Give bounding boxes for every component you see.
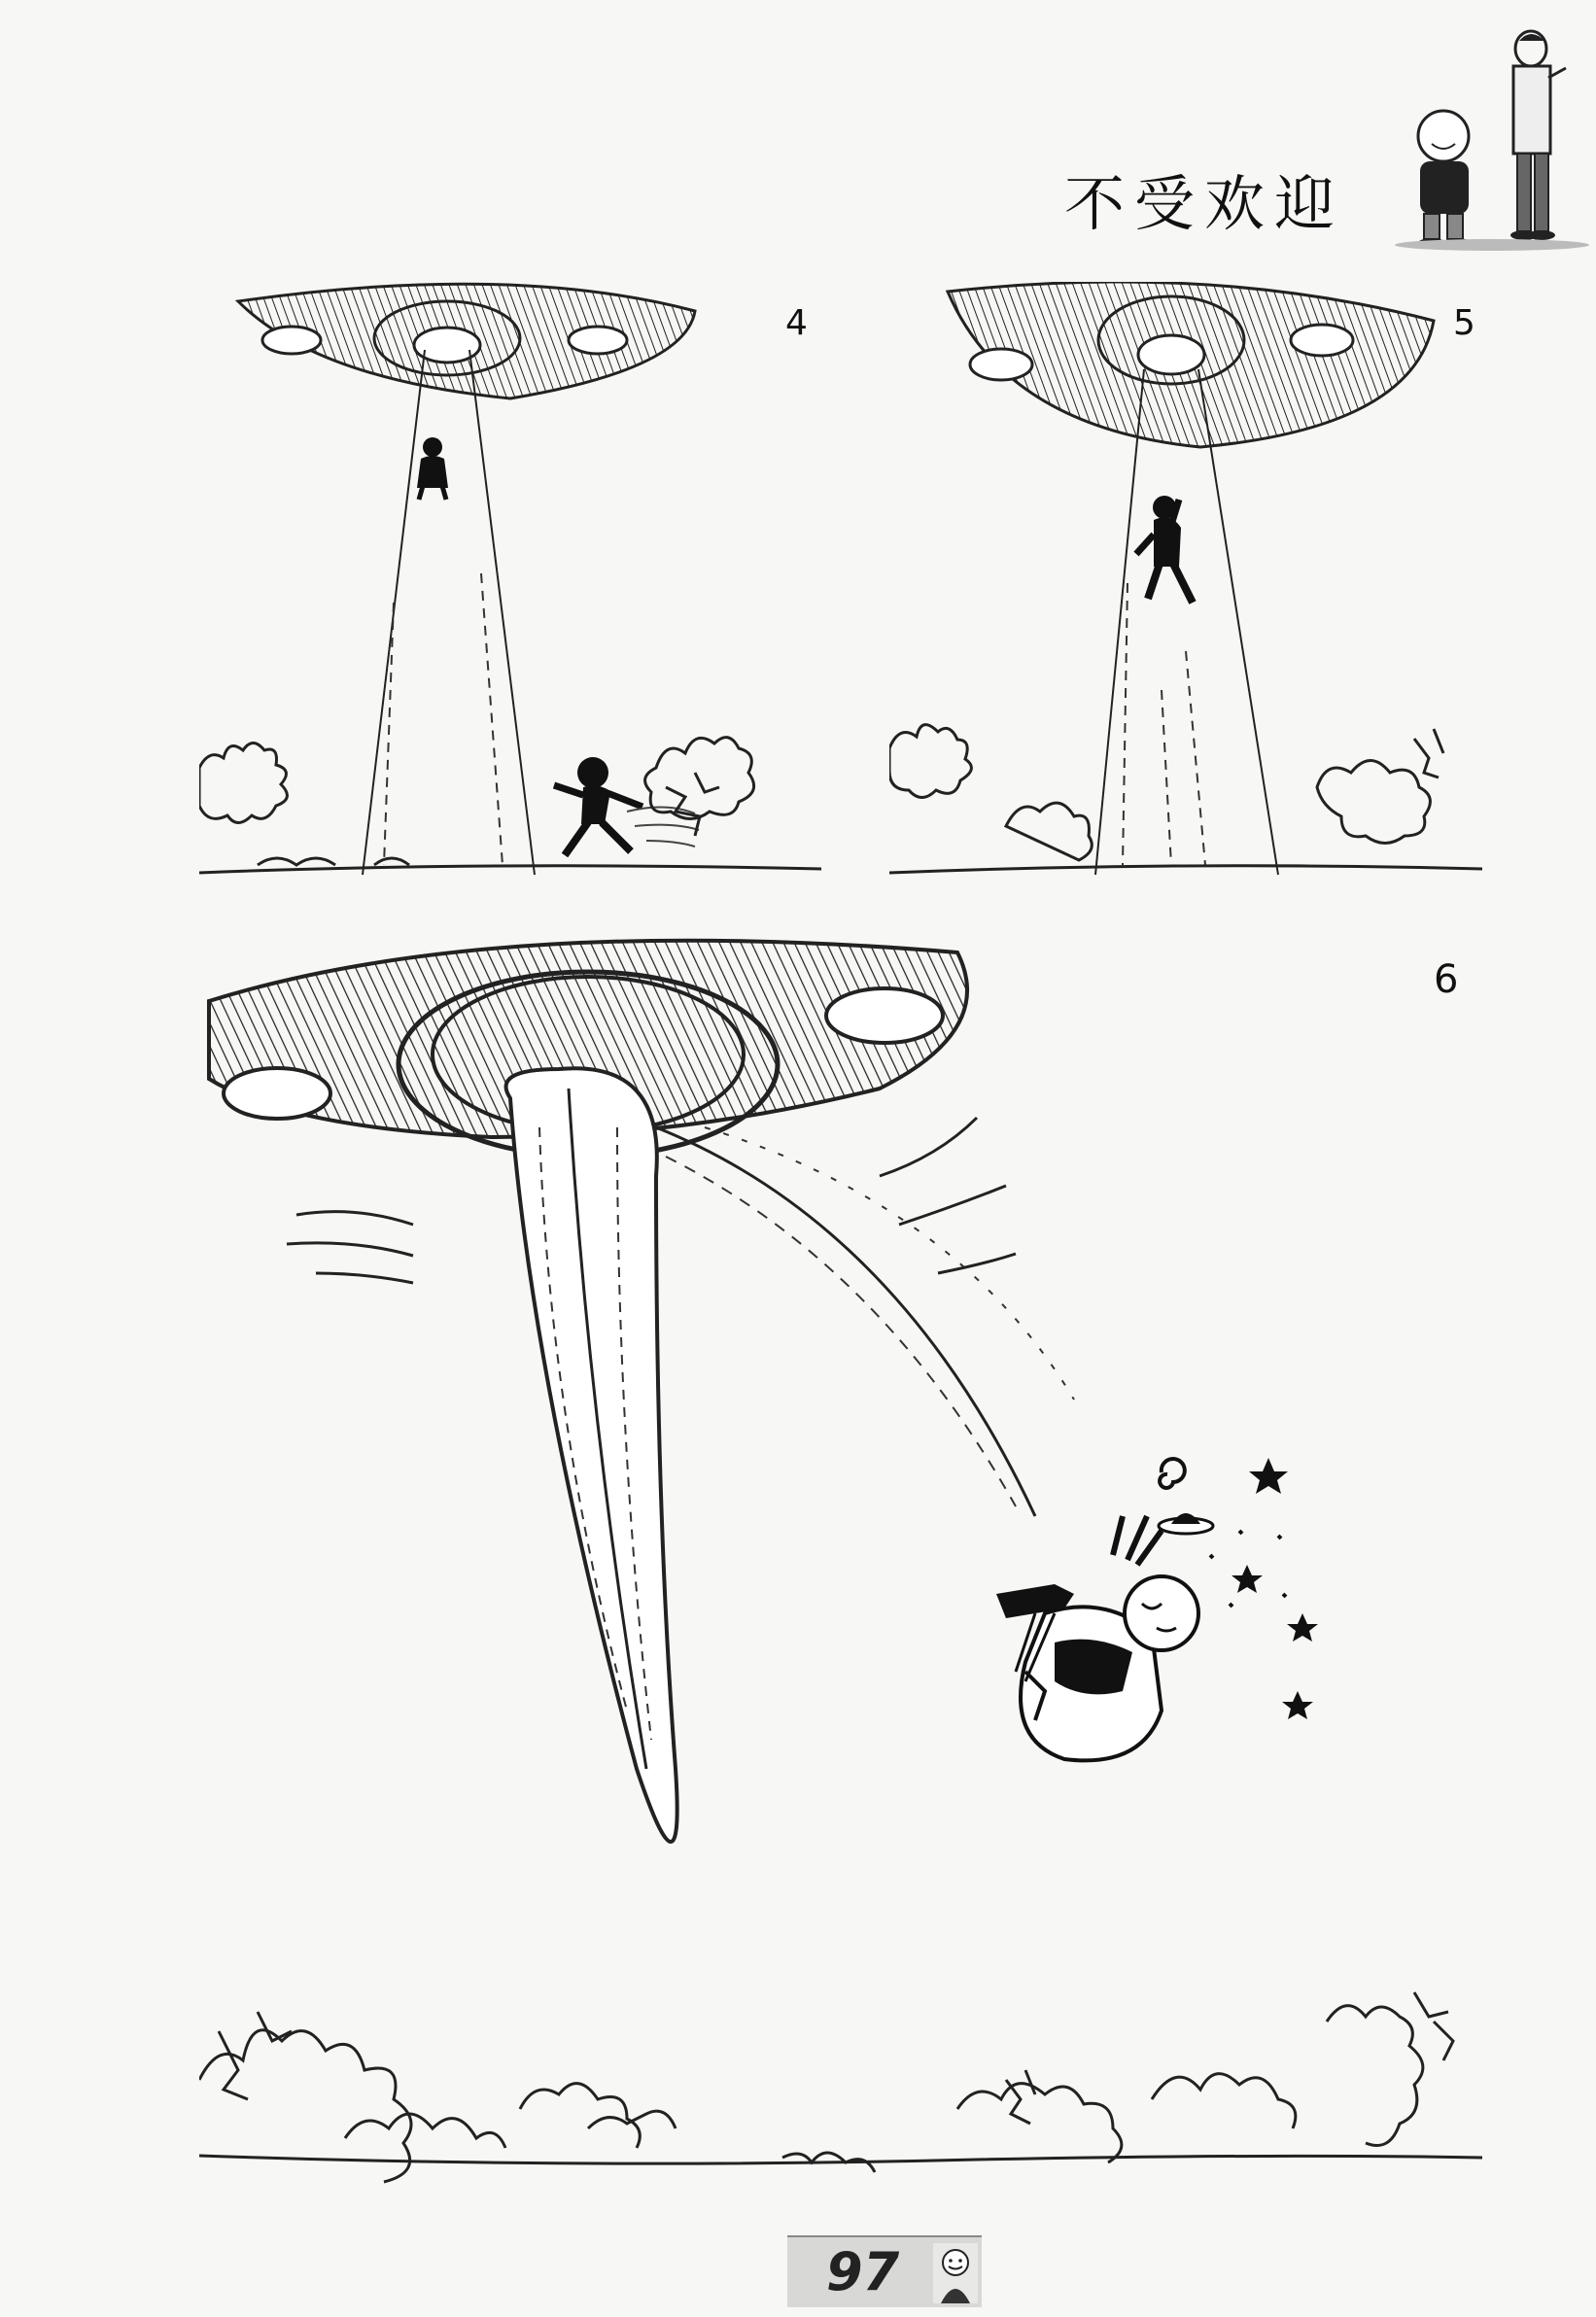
- abducted-figure-icon: [417, 437, 448, 500]
- character-face-icon: [933, 2243, 978, 2303]
- panel-4: [199, 282, 821, 889]
- panel-6-number: 6: [1434, 957, 1459, 1002]
- running-figure-icon: [554, 757, 699, 855]
- page-folio: [787, 2235, 982, 2307]
- two-characters-icon: [1385, 19, 1589, 253]
- climbing-figure-icon: [1136, 496, 1193, 603]
- panel-5: [889, 282, 1482, 889]
- panel-5-number: 5: [1453, 303, 1475, 343]
- page-title: 不受欢迎: [1064, 168, 1345, 239]
- falling-character-icon: [996, 1516, 1198, 1760]
- panel-6-drawing: [199, 933, 1482, 2187]
- panel-4-drawing: [199, 282, 821, 889]
- panel-5-drawing: [889, 282, 1482, 889]
- page-number: 97: [826, 2241, 900, 2302]
- flying-hat-icon: [1159, 1513, 1213, 1534]
- panel-6: [199, 933, 1482, 2187]
- panel-4-number: 4: [785, 303, 808, 343]
